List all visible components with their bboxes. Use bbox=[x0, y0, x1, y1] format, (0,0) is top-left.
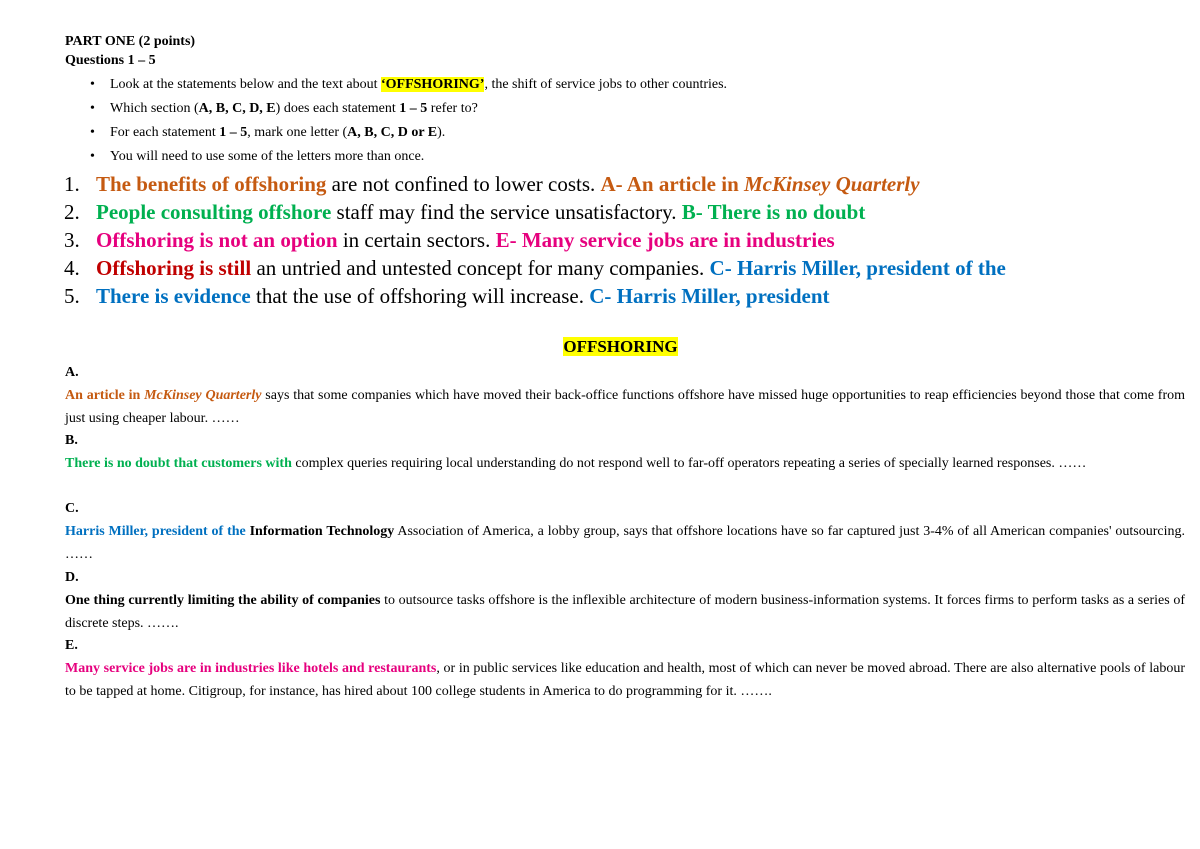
answer-row-2: 2. People consulting offshore staff may find the service unsatisfactory. B- There is no doubt bbox=[64, 200, 866, 224]
instruction-item: • You will need to use some of the letters more than once. bbox=[90, 149, 727, 173]
section-c bbox=[65, 497, 1185, 566]
section-paragraph: Harris Miller, president of the Information Technology Association of America, a lobby group, says that offshore locations have so far captured just 3-4% of all American companies' outsourcing. …… bbox=[65, 524, 1185, 562]
answer-list bbox=[64, 170, 1006, 310]
instruction-item: • Which section (A, B, C, D, E) does each statement 1 – 5 refer to? bbox=[90, 101, 727, 125]
section-paragraph: There is no doubt that customers with complex queries requiring local understanding do not respond well to far-off operators repeating a series of specially learned responses. …… bbox=[65, 456, 1087, 471]
questions-heading: Questions 1 – 5 bbox=[65, 53, 156, 68]
section-paragraph: One thing currently limiting the ability of companies to outsource tasks offshore is the inflexible architecture of modern business-information systems. It forces firms to perform tasks as a series of discrete steps. ……. bbox=[65, 593, 1185, 631]
section-e bbox=[65, 634, 1185, 703]
section-letter: A. bbox=[65, 365, 79, 380]
answer-row-5: 5. There is evidence that the use of offshoring will increase. C- Harris Miller, president bbox=[64, 284, 830, 308]
offshoring-highlight: ‘OFFSHORING’ bbox=[380, 77, 485, 92]
section-letter: C. bbox=[65, 501, 79, 516]
answer-row-4: 4. Offshoring is still an untried and untested concept for many companies. C- Harris Miller, president of the bbox=[64, 256, 1006, 280]
section-letter: D. bbox=[65, 570, 79, 585]
answer-row-3: 3. Offshoring is not an option in certain sectors. E- Many service jobs are in industries bbox=[64, 228, 835, 252]
section-d bbox=[65, 566, 1185, 635]
section-a bbox=[65, 361, 1185, 430]
instruction-item: • For each statement 1 – 5, mark one letter (A, B, C, D or E). bbox=[90, 125, 727, 149]
instruction-item: • Look at the statements below and the text about ‘OFFSHORING’, the shift of service jobs to other countries. bbox=[90, 77, 727, 101]
section-letter: B. bbox=[65, 433, 78, 448]
part-heading: PART ONE (2 points) bbox=[65, 34, 196, 49]
text-title: OFFSHORING bbox=[563, 337, 678, 356]
section-b bbox=[65, 429, 1185, 475]
section-paragraph: Many service jobs are in industries like hotels and restaurants, or in public services like education and health, most of which can never be moved abroad. There are also alternative pools of labour to be tapped at home. Citigroup, for instance, has hired about 100 college students in America to do programming for it. ……. bbox=[65, 661, 1185, 699]
instructions-list bbox=[90, 77, 727, 173]
section-paragraph: An article in McKinsey Quarterly says that some companies which have moved their back-office functions offshore have missed huge opportunities to reap efficiencies beyond those that come from just using cheaper labour. …… bbox=[65, 388, 1185, 426]
section-letter: E. bbox=[65, 638, 78, 653]
answer-row-1: 1. The benefits of offshoring are not confined to lower costs. A- An article in McKinsey Quarterly bbox=[64, 172, 920, 196]
